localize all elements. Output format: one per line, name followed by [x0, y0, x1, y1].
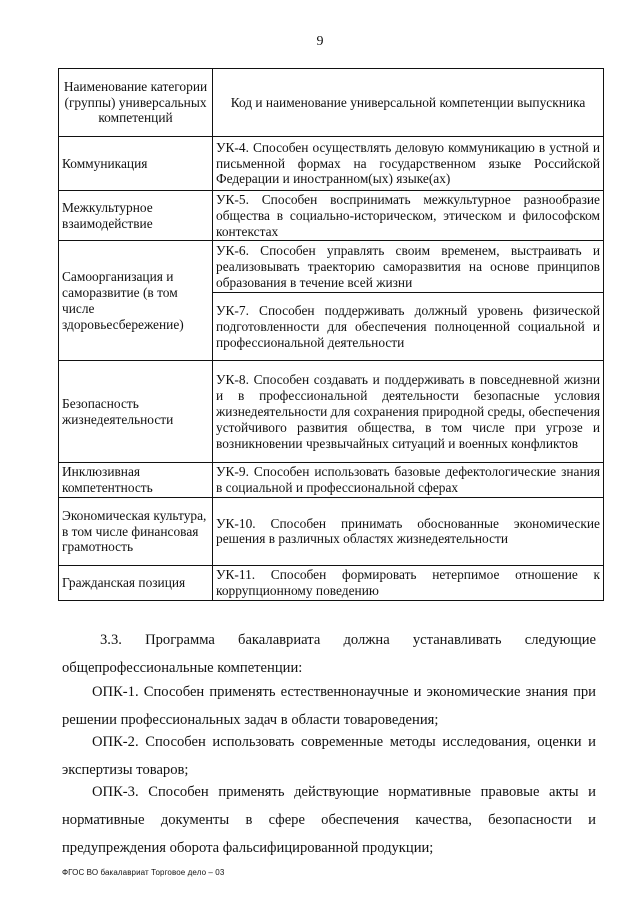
paragraph-text: ОПК-3. Способен применять действующие нормативные правовые акты и нормативные документы в сфере обеспечения качества, безопасности и предупреждения оборота фальсифицированной продукции;	[62, 784, 596, 856]
category-cell: Межкультурное взаимодействие	[59, 191, 213, 241]
category-cell: Экономическая культура, в том числе финансовая грамотность	[59, 497, 213, 565]
table-row	[59, 361, 604, 463]
category-cell: Коммуникация	[59, 137, 213, 191]
paragraph-3-3	[62, 626, 596, 682]
competence-cell: УК-11. Способен формировать нетерпимое отношение к коррупционному поведению	[213, 565, 604, 600]
paragraph-opk-1	[62, 678, 596, 734]
category-cell: Безопасность жизнедеятельности	[59, 361, 213, 463]
table-row	[59, 191, 604, 241]
header-competence: Код и наименование универсальной компетенции выпускника	[213, 69, 604, 137]
competence-cell: УК-5. Способен воспринимать межкультурное разнообразие общества в социально-историческом, этическом и философском контекстах	[213, 191, 604, 241]
competence-cell: УК-4. Способен осуществлять деловую коммуникацию в устной и письменной формах на государственном языке Российской Федерации и иностранном(ых) языке(ах)	[213, 137, 604, 191]
competence-cell: УК-6. Способен управлять своим временем, выстраивать и реализовывать траекторию саморазвития на основе принципов образования в течение всей жизни	[213, 241, 604, 293]
paragraph-opk-3	[62, 778, 596, 862]
table-row	[59, 497, 604, 565]
category-cell: Самоорганизация и саморазвитие (в том числе здоровьесбережение)	[59, 241, 213, 361]
paragraph-opk-2	[62, 728, 596, 784]
competence-cell: УК-10. Способен принимать обоснованные экономические решения в различных областях жизнедеятельности	[213, 497, 604, 565]
page-number: 9	[316, 34, 324, 49]
competence-cell: УК-9. Способен использовать базовые дефектологические знания в социальной и профессиональной сферах	[213, 463, 604, 498]
table-row	[59, 463, 604, 498]
category-cell: Инклюзивная компетентность	[59, 463, 213, 498]
category-cell: Гражданская позиция	[59, 565, 213, 600]
table-header-row	[59, 69, 604, 137]
competence-cell: УК-7. Способен поддерживать должный уровень физической подготовленности для обеспечения полноценной социальной и профессиональной деятельности	[213, 293, 604, 361]
footer: ФГОС ВО бакалавриат Торговое дело – 03	[62, 868, 225, 877]
paragraph-text: 3.3. Программа бакалавриата должна устанавливать следующие общепрофессиональные компетенции:	[62, 632, 596, 676]
paragraph-text: ОПК-2. Способен использовать современные методы исследования, оценки и экспертизы товаров;	[62, 734, 596, 778]
header-category: Наименование категории (группы) универсальных компетенций	[59, 69, 213, 137]
competencies-table	[58, 68, 604, 601]
table-row	[59, 137, 604, 191]
table-row	[59, 241, 604, 293]
paragraph-text: ОПК-1. Способен применять естественнонаучные и экономические знания при решении профессиональных задач в области товароведения;	[62, 684, 596, 728]
table-row	[59, 565, 604, 600]
competence-cell: УК-8. Способен создавать и поддерживать в повседневной жизни и в профессиональной деятельности безопасные условия жизнедеятельности для сохранения природной среды, обеспечения устойчивого развития общества, в том числе при угрозе и возникновении чрезвычайных ситуаций и военных конфликтов	[213, 361, 604, 463]
